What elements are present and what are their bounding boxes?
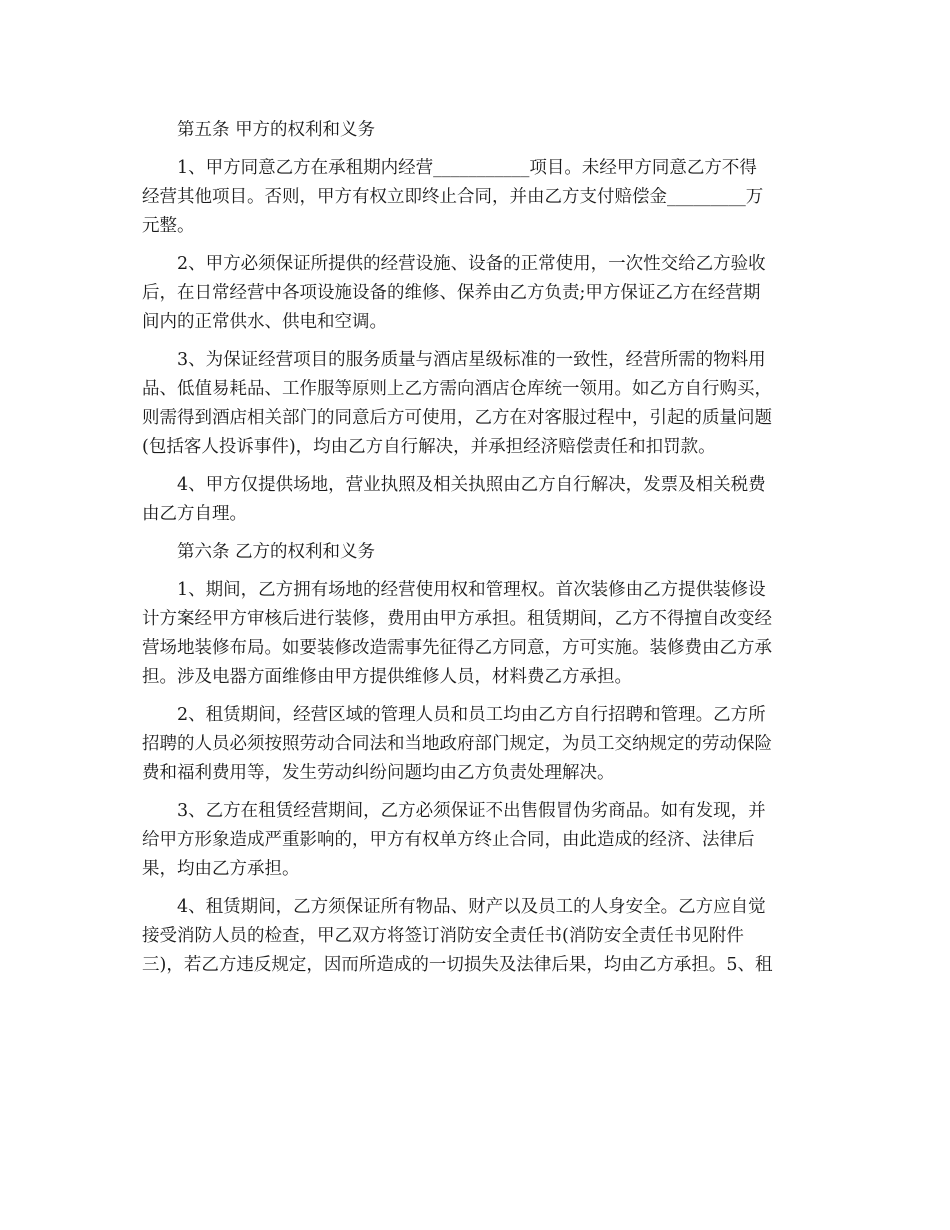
text-line: 间内的正常供水、供电和空调。 xyxy=(142,312,387,332)
text-line: 则需得到酒店相关部门的同意后方可使用，乙方在对客服过程中，引起的质量问题 xyxy=(142,408,772,428)
section-6-paragraph-1 xyxy=(142,576,816,692)
section-6-paragraph-4 xyxy=(142,893,816,980)
text-line: 给甲方形象造成严重影响的，甲方有权单方终止合同，由此造成的经济、法律后 xyxy=(142,830,755,850)
text-line: 计方案经甲方审核后进行装修，费用由甲方承担。租赁期间，乙方不得擅自改变经 xyxy=(142,609,772,629)
section-5-paragraph-2 xyxy=(142,250,816,337)
text-line: (包括客人投诉事件)，均由乙方自行解决，并承担经济赔偿责任和扣罚款。 xyxy=(142,437,716,457)
section-6-paragraph-3 xyxy=(142,797,816,884)
section-5-title: 第五条 甲方的权利和义务 xyxy=(177,120,376,140)
text-line: 元整。 xyxy=(142,216,195,236)
document-page xyxy=(142,116,816,989)
text-line: 招聘的人员必须按照劳动合同法和当地政府部门规定，为员工交纳规定的劳动保险 xyxy=(142,734,772,754)
text-line: 品、低值易耗品、工作服等原则上乙方需向酒店仓库统一领用。如乙方自行购买， xyxy=(142,379,772,399)
section-6-paragraph-2 xyxy=(142,701,816,788)
text-line: 三)，若乙方违反规定，因而所造成的一切损失及法律后果，均由乙方承担。5、租 xyxy=(142,955,773,975)
text-line: 2、租赁期间，经营区域的管理人员和员工均由乙方自行招聘和管理。乙方所 xyxy=(177,705,766,725)
section-5-paragraph-1 xyxy=(142,154,816,241)
text-line: 4、甲方仅提供场地，营业执照及相关执照由乙方自行解决，发票及相关税费 xyxy=(177,475,766,495)
section-5-paragraph-4 xyxy=(142,471,816,529)
text-line: 后，在日常经营中各项设施设备的维修、保养由乙方负责;甲方保证乙方在经营期 xyxy=(142,283,761,303)
text-line: 4、租赁期间，乙方须保证所有物品、财产以及员工的人身安全。乙方应自觉 xyxy=(177,897,766,917)
text-line: 2、甲方必须保证所提供的经营设施、设备的正常使用，一次性交给乙方验收 xyxy=(177,254,766,274)
text-line: 营场地装修布局。如要装修改造需事先征得乙方同意，方可实施。装修费由乙方承 xyxy=(142,638,772,658)
text-line: 担。涉及电器方面维修由甲方提供维修人员，材料费乙方承担。 xyxy=(142,667,632,687)
text-line: 3、为保证经营项目的服务质量与酒店星级标准的一致性，经营所需的物料用 xyxy=(177,350,766,370)
section-5-paragraph-3 xyxy=(142,346,816,462)
text-line: 费和福利费用等，发生劳动纠纷问题均由乙方负责处理解决。 xyxy=(142,763,615,783)
text-line: 3、乙方在租赁经营期间，乙方必须保证不出售假冒伪劣商品。如有发现，并 xyxy=(177,801,766,821)
text-line: 1、期间，乙方拥有场地的经营使用权和管理权。首次装修由乙方提供装修设 xyxy=(177,580,766,600)
text-line: 经营其他项目。否则，甲方有权立即终止合同，并由乙方支付赔偿金_________万 xyxy=(142,187,764,207)
text-line: 接受消防人员的检查，甲乙双方将签订消防安全责任书(消防安全责任书见附件 xyxy=(142,926,744,946)
text-line: 由乙方自理。 xyxy=(142,504,247,524)
text-line: 1、甲方同意乙方在承租期内经营___________项目。未经甲方同意乙方不得 xyxy=(177,158,757,178)
section-6-title: 第六条 乙方的权利和义务 xyxy=(177,542,376,562)
text-line: 果，均由乙方承担。 xyxy=(142,859,300,879)
